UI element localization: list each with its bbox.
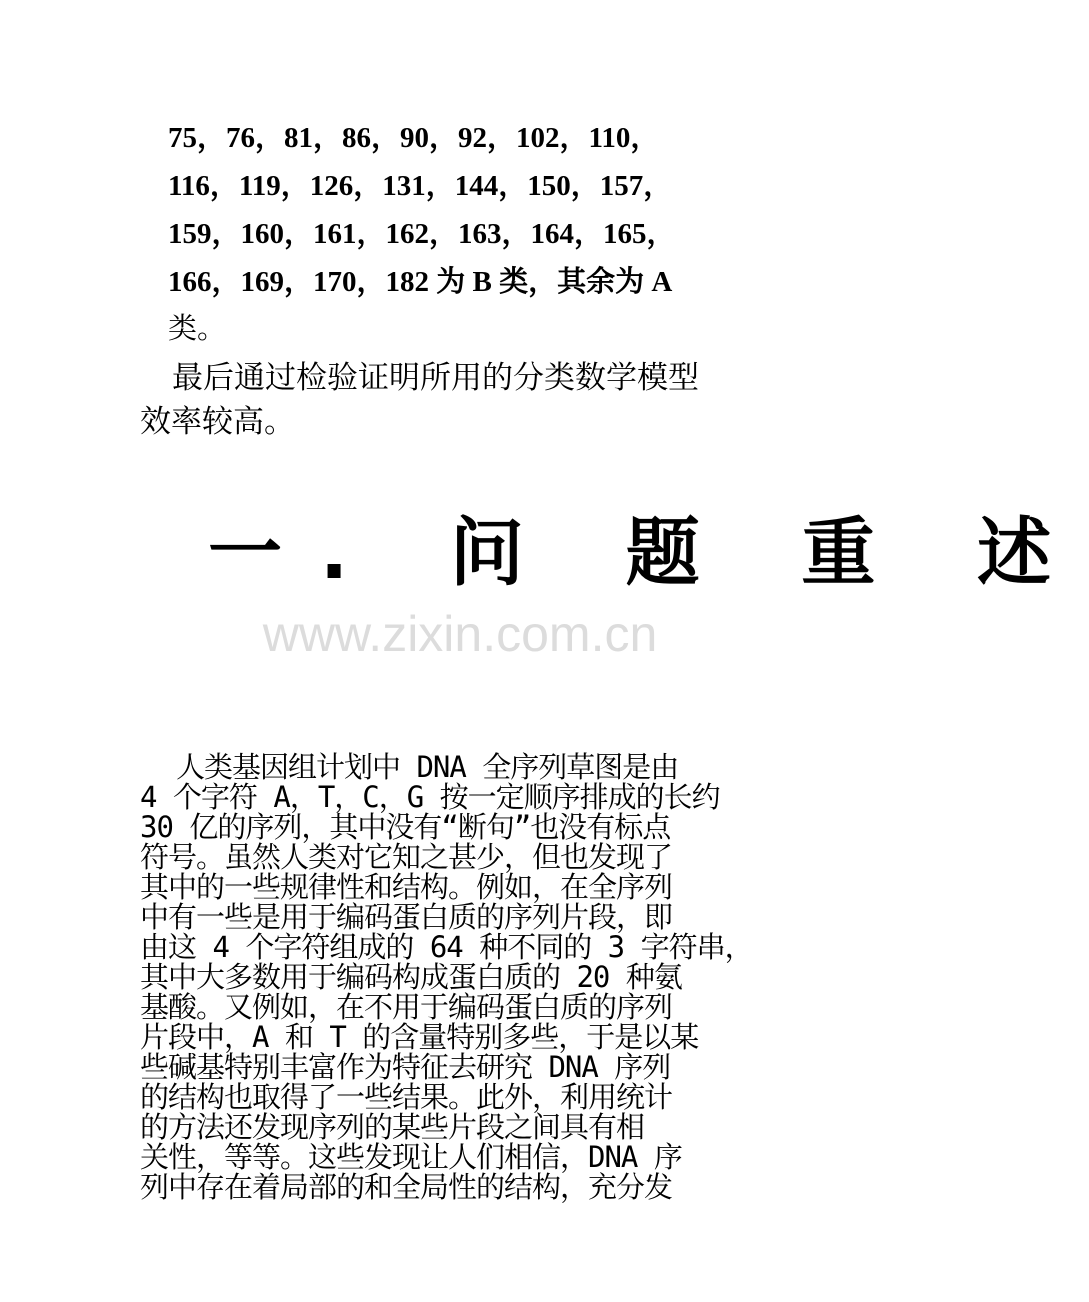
paragraph-line: 4 个字符 A，T，C，G 按一定顺序排成的长约 [140,780,720,814]
paragraph-line: 些碱基特别丰富作为特征去研究 DNA 序列 [140,1050,671,1084]
problem-restatement-paragraph [140,752,790,1202]
paragraph-line: 的结构也取得了一些结果。此外，利用统计 [140,1080,673,1114]
number-list-line: 116，119，126，131，144，150，157， [168,170,673,202]
number-list-continuation: 类。 [168,311,227,345]
paragraph-line: 的方法还发现序列的某些片段之间具有相 [140,1110,645,1144]
summary-line: 效率较高。 [140,404,295,440]
number-list-line: 166，169，170，182 为 B 类，其余为 A [168,266,673,298]
paragraph-line: 关性，等等。这些发现让人们相信，DNA 序 [140,1140,682,1174]
summary-paragraph [140,356,790,444]
paragraph-line: 符号。虽然人类对它知之甚少，但也发现了 [140,840,673,874]
paragraph-line: 基酸。又例如，在不用于编码蛋白质的序列 [140,990,673,1024]
watermark: www.zixin.com.cn [262,606,658,662]
paragraph-line: 片段中，A 和 T 的含量特别多些，于是以某 [140,1020,699,1054]
number-list-line: 75，76，81，86，90，92，102，110， [168,122,660,154]
paragraph-line: 人类基因组计划中 DNA 全序列草图是由 [176,750,679,784]
paragraph-line: 其中大多数用于编码构成蛋白质的 20 种氨 [140,960,682,994]
paragraph-line: 30 亿的序列，其中没有“断句”也没有标点 [140,810,671,844]
number-list-line: 159，160，161，162，163，164，165， [168,218,676,250]
paragraph-line: 其中的一些规律性和结构。例如，在全序列 [140,870,673,904]
section-heading: 一. 问 题 重 述 [208,510,1089,596]
paragraph-line: 由这 4 个字符组成的 64 种不同的 3 字符串， [140,930,753,964]
paragraph-line: 中有一些是用于编码蛋白质的序列片段，即 [140,900,673,934]
summary-line: 最后通过检验证明所用的分类数学模型 [172,360,699,396]
classification-result [140,114,785,350]
paragraph-line: 列中存在着局部的和全局性的结构，充分发 [140,1170,673,1204]
